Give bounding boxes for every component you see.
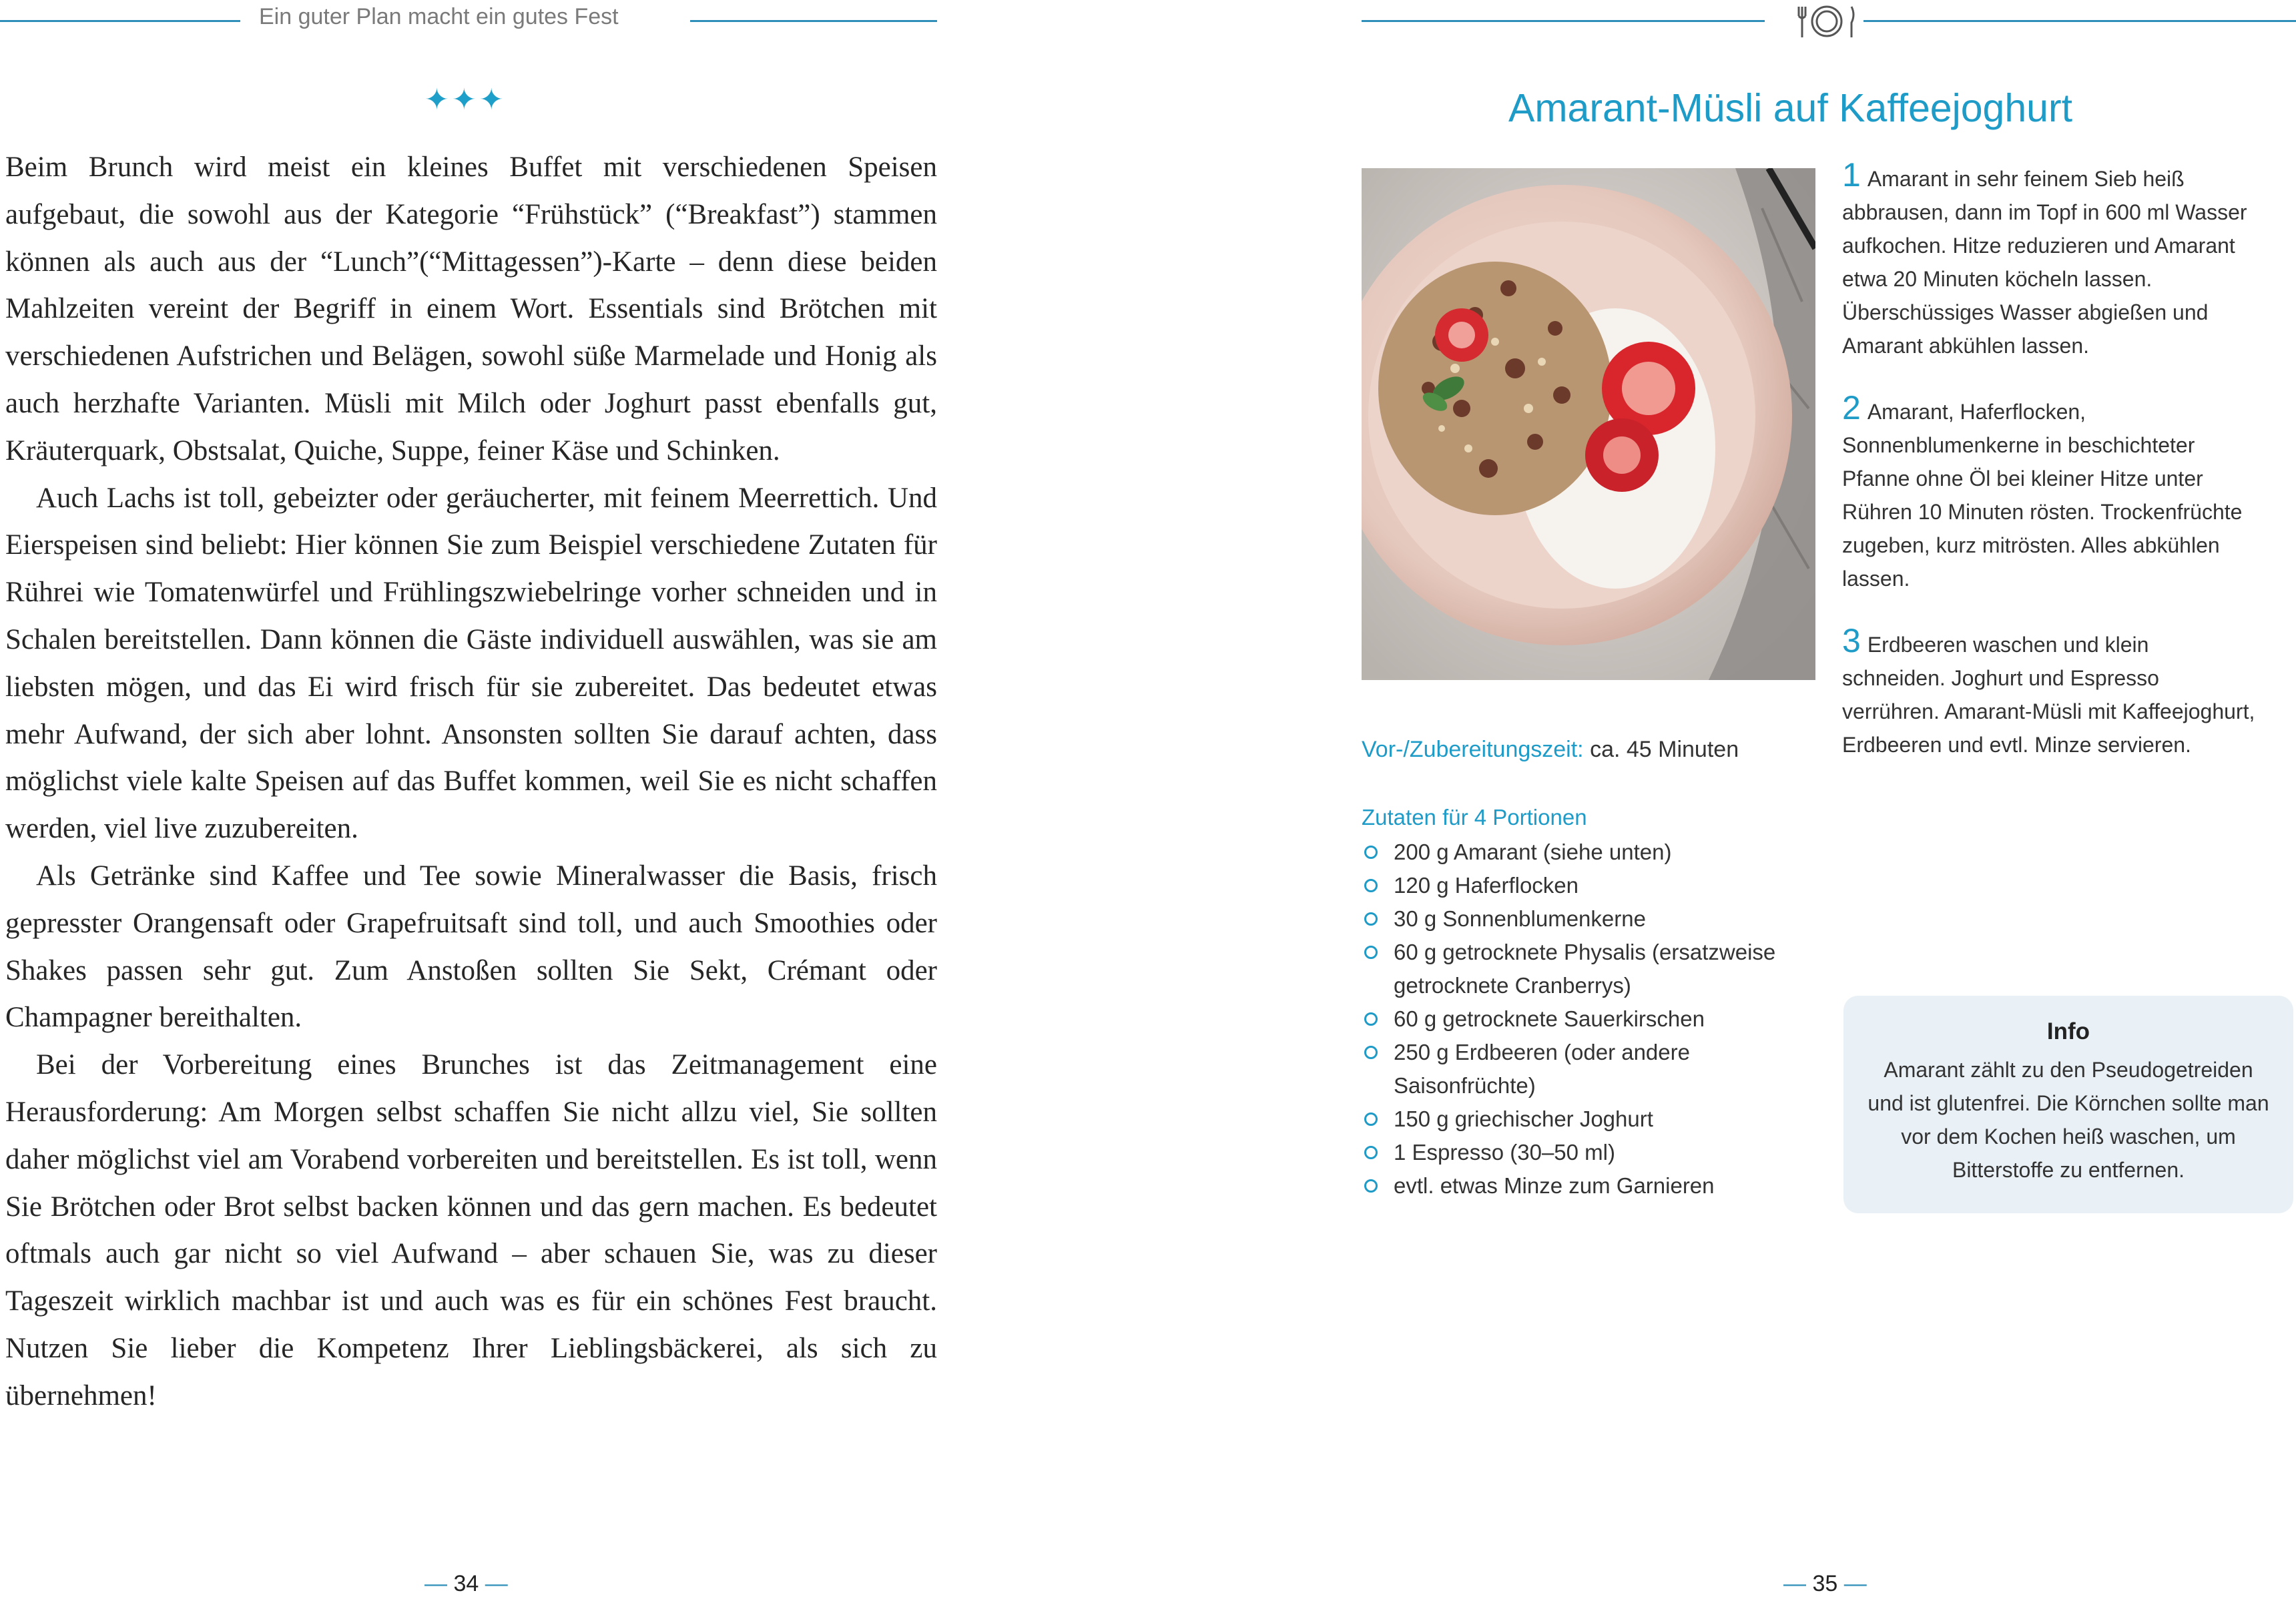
circle-bullet-icon — [1364, 1146, 1378, 1159]
paragraph-2: Auch Lachs ist toll, gebeizter oder geräucherter, mit feinem Meerrettich. Und Eierspeisen sind beliebt: Hier können Sie zum Beispiel verschiedene Zutaten für Rührei wie Tomatenwürfel und Frühlingszwiebelringe vorher schneiden und in Schalen bereitstellen. Dann können die Gäste individuell auswählen, was sie am liebsten mögen, und das Ei wird frisch für sie zubereitet. Das bedeutet etwas mehr Aufwand, der sich aber lohnt. Ansonsten sollten Sie darauf achten, dass möglichst viele kalte Speisen auf das Buffet kommen, weil Sie es nicht schaffen werden, viel live zuzubereiten. — [5, 482, 937, 845]
prep-time — [1362, 737, 1739, 763]
list-item: 60 g getrocknete Physalis (ersatzweise getrocknete Cranberrys) — [1362, 936, 1829, 1002]
list-item: 200 g Amarant (siehe unten) — [1362, 836, 1829, 869]
prep-time-value: ca. 45 Minuten — [1583, 737, 1739, 762]
list-item: evtl. etwas Minze zum Garnieren — [1362, 1169, 1829, 1203]
circle-bullet-icon — [1364, 879, 1378, 892]
step-3 — [1842, 622, 2256, 761]
info-box — [1843, 996, 2293, 1213]
circle-bullet-icon — [1364, 946, 1378, 959]
list-item: 120 g Haferflocken — [1362, 869, 1829, 902]
list-item: 60 g getrocknete Sauerkirschen — [1362, 1002, 1829, 1036]
circle-bullet-icon — [1364, 1046, 1378, 1059]
step-text: Amarant in sehr feinem Sieb heiß abbrausen, dann im Topf in 600 ml Wasser aufkochen. Hitze reduzieren und Amarant etwa 20 Minuten köcheln lassen. Überschüssiges Wasser abgießen und Amarant abkühlen lassen. — [1842, 167, 2247, 358]
circle-bullet-icon — [1364, 1179, 1378, 1193]
step-number: 3 — [1842, 622, 1861, 659]
circle-bullet-icon — [1364, 846, 1378, 859]
list-item: 1 Espresso (30–50 ml) — [1362, 1136, 1829, 1169]
header-rule-left — [0, 20, 240, 22]
info-title: Info — [2046, 1018, 2090, 1044]
ingredients-heading: Zutaten für 4 Portionen — [1362, 805, 1587, 830]
header-rule-right-2 — [1863, 20, 2296, 22]
circle-bullet-icon — [1364, 1012, 1378, 1026]
paragraph-3: Als Getränke sind Kaffee und Tee sowie Mineralwasser die Basis, frisch gepresster Orangensaft oder Grapefruitsaft sind toll, und auch Smoothies oder Shakes passen sehr gut. Zum Anstoßen sollten Sie Sekt, Crémant oder Champagner bereithalten. — [5, 860, 937, 1034]
step-number: 2 — [1842, 389, 1861, 426]
body-text — [5, 144, 937, 1420]
page-number-left: — 34 — — [424, 1571, 508, 1596]
prep-time-label: Vor-/Zubereitungszeit: — [1362, 737, 1584, 762]
step-2 — [1842, 389, 2256, 595]
paragraph-1: Beim Brunch wird meist ein kleines Buffet mit verschiedenen Speisen aufgebaut, die sowohl aus der Kategorie “Frühstück” (“Breakfast”) stammen können als auch aus der “Lunch”(“Mittagessen”)-Karte – denn diese beiden Mahlzeiten vereint der Begriff in einem Wort. Essentials sind Brötchen mit verschiedenen Aufstrichen und Belägen, sowohl süße Marmelade und Honig als auch herzhafte Varianten. Müsli mit Milch oder Joghurt passt ebenfalls gut, Kräuterquark, Obstsalat, Quiche, Suppe, feiner Käse und Schinken. — [5, 151, 937, 466]
list-item: 30 g Sonnenblumenkerne — [1362, 902, 1829, 936]
circle-bullet-icon — [1364, 912, 1378, 926]
list-item: 250 g Erdbeeren (oder andere Saisonfrüchte) — [1362, 1036, 1829, 1102]
ingredients-list — [1362, 836, 1829, 1203]
step-text: Amarant, Haferflocken, Sonnenblumenkerne in beschichteter Pfanne ohne Öl bei kleiner Hitze unter Rühren 10 Minuten rösten. Trockenfrüchte zugeben, kurz mitrösten. Alles abkühlen lassen. — [1842, 400, 2243, 591]
recipe-steps — [1842, 156, 2256, 793]
step-1 — [1842, 156, 2256, 362]
running-header: Ein guter Plan macht ein gutes Fest — [259, 4, 619, 29]
page-number-right: — 35 — — [1783, 1571, 1867, 1596]
recipe-title: Amarant-Müsli auf Kaffeejoghurt — [1508, 86, 2073, 130]
list-item: 150 g griechischer Joghurt — [1362, 1102, 1829, 1136]
page-number-left-value: 34 — [453, 1571, 479, 1596]
header-rule-left-2 — [690, 20, 937, 22]
header-rule-right — [1362, 20, 1765, 22]
plate-cutlery-icon — [1797, 0, 1857, 43]
page-number-right-value: 35 — [1812, 1571, 1838, 1596]
paragraph-4: Bei der Vorbereitung eines Brunches ist das Zeitmanagement eine Herausforderung: Am Morgen selbst schaffen Sie nicht allzu viel, Sie sollten daher möglichst viel am Vorabend vorbereiten und bereitstellen. Es ist toll, wenn Sie Brötchen oder Brot selbst backen können und das gern machen. Es bedeutet oftmals auch gar nicht so viel Aufwand – aber schauen Sie, was zu dieser Tageszeit wirklich machbar ist und auch was es für ein schönes Fest braucht. Nutzen Sie lieber die Kompetenz Ihrer Lieblingsbäckerei, als sich zu übernehmen! — [5, 1049, 937, 1411]
circle-bullet-icon — [1364, 1112, 1378, 1126]
ornament-diamonds: ✦✦✦ — [424, 83, 507, 116]
info-text: Amarant zählt zu den Pseudogetreiden und ist glutenfrei. Die Körnchen sollte man vor dem Kochen heiß waschen, um Bitterstoffe zu entfernen. — [1868, 1058, 2269, 1182]
step-number: 1 — [1842, 156, 1861, 194]
recipe-photo — [1362, 168, 1815, 680]
step-text: Erdbeeren waschen und klein schneiden. Joghurt und Espresso verrühren. Amarant-Müsli mit Kaffeejoghurt, Erdbeeren und evtl. Minze servieren. — [1842, 633, 2255, 757]
